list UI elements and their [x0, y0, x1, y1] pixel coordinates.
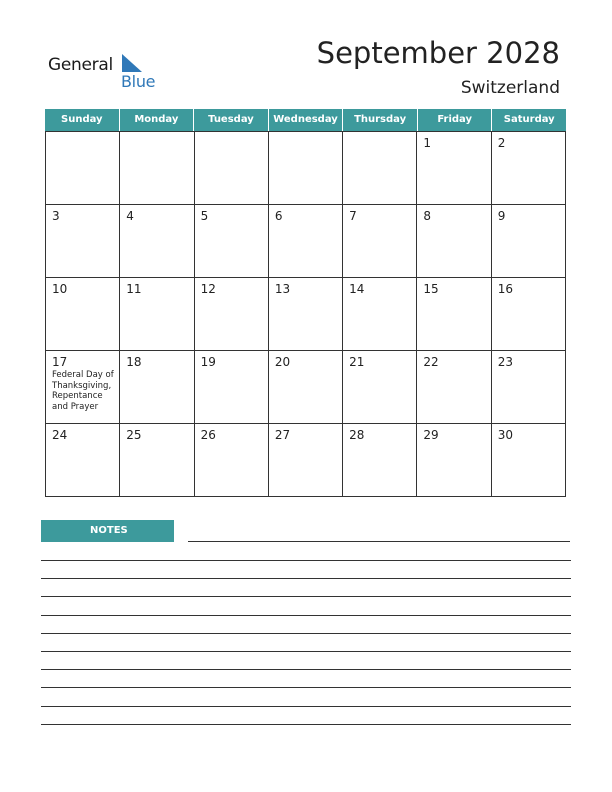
day-cell [46, 351, 120, 424]
day-cell [343, 132, 417, 205]
day-number: 3 [52, 209, 60, 223]
note-line [41, 578, 571, 579]
calendar-grid [45, 131, 566, 497]
note-line [41, 615, 571, 616]
day-cell [269, 132, 343, 205]
weekday-friday: Friday [418, 109, 493, 131]
note-line [41, 706, 571, 707]
day-cell [492, 424, 566, 497]
weekday-tuesday: Tuesday [194, 109, 269, 131]
weekday-sunday: Sunday [45, 109, 120, 131]
weekday-thursday: Thursday [343, 109, 418, 131]
day-cell [195, 351, 269, 424]
day-cell [46, 278, 120, 351]
day-number: 30 [497, 428, 513, 442]
note-line [41, 633, 571, 634]
weekday-monday: Monday [120, 109, 195, 131]
day-cell [269, 278, 343, 351]
day-number: 28 [349, 428, 365, 442]
day-cell [417, 132, 491, 205]
weekday-saturday: Saturday [503, 114, 555, 125]
day-number: 12 [200, 282, 216, 296]
day-cell [120, 132, 194, 205]
note-line [41, 560, 571, 561]
week-row [46, 132, 566, 205]
day-number: 8 [423, 209, 432, 223]
logo-text-general: General [48, 55, 113, 75]
day-number: 2 [497, 136, 506, 150]
day-number: 1 [423, 136, 432, 150]
day-number: 26 [200, 428, 216, 442]
day-number: 24 [52, 428, 68, 442]
day-cell [269, 205, 343, 278]
week-row [46, 278, 566, 351]
day-cell [120, 351, 194, 424]
day-cell [343, 205, 417, 278]
day-cell [269, 424, 343, 497]
country-subtitle: Switzerland [460, 78, 560, 98]
logo-text-blue: Blue [121, 72, 156, 91]
day-number: 20 [274, 355, 291, 369]
note-line [41, 724, 571, 725]
day-cell [417, 351, 491, 424]
day-number: 5 [200, 209, 209, 223]
day-cell [195, 424, 269, 497]
note-line [188, 541, 570, 542]
day-number: 16 [497, 282, 513, 296]
day-cell [417, 278, 491, 351]
day-number: 9 [497, 209, 506, 223]
week-row [46, 205, 566, 278]
day-cell [492, 278, 566, 351]
week-row [46, 424, 566, 497]
day-cell [343, 278, 417, 351]
day-number: 18 [126, 355, 142, 369]
day-number: 11 [126, 282, 142, 296]
notes-label: NOTES [41, 520, 174, 542]
day-cell [343, 351, 417, 424]
calendar [45, 109, 566, 497]
day-number: 6 [274, 209, 283, 223]
day-cell [195, 132, 269, 205]
day-cell [492, 351, 566, 424]
day-cell [120, 278, 194, 351]
holiday-label: Federal Day of Thanksgiving, Repentance and Prayer [52, 370, 114, 412]
day-cell [120, 205, 194, 278]
day-cell [46, 132, 120, 205]
day-cell [417, 424, 491, 497]
day-cell [269, 351, 343, 424]
day-number: 7 [349, 209, 357, 223]
weekday-header [45, 109, 566, 131]
day-cell [195, 205, 269, 278]
week-row [46, 351, 566, 424]
day-cell [492, 205, 566, 278]
day-number: 10 [52, 282, 68, 296]
day-number: 23 [497, 355, 513, 369]
day-cell [417, 205, 491, 278]
day-number: 14 [349, 282, 365, 296]
day-number: 19 [200, 355, 216, 369]
logo-triangle-icon [122, 54, 142, 72]
day-cell [343, 424, 417, 497]
day-number: 4 [126, 209, 134, 223]
day-number: 27 [274, 428, 291, 442]
note-line [41, 596, 571, 597]
day-cell [120, 424, 194, 497]
day-number: 21 [349, 355, 365, 369]
day-number: 29 [423, 428, 439, 442]
day-cell [195, 278, 269, 351]
weekday-wednesday: Wednesday [269, 109, 344, 131]
note-line [41, 687, 571, 688]
day-number: 22 [423, 355, 439, 369]
day-cell [46, 205, 120, 278]
page-title: September 2028 [316, 36, 560, 70]
note-line [41, 651, 571, 652]
day-number: 25 [126, 428, 142, 442]
day-number: 15 [423, 282, 439, 296]
day-cell [492, 132, 566, 205]
logo [48, 54, 158, 94]
day-number: 17 [52, 355, 68, 369]
day-cell [46, 424, 120, 497]
note-line [41, 669, 571, 670]
day-number: 13 [274, 282, 291, 296]
